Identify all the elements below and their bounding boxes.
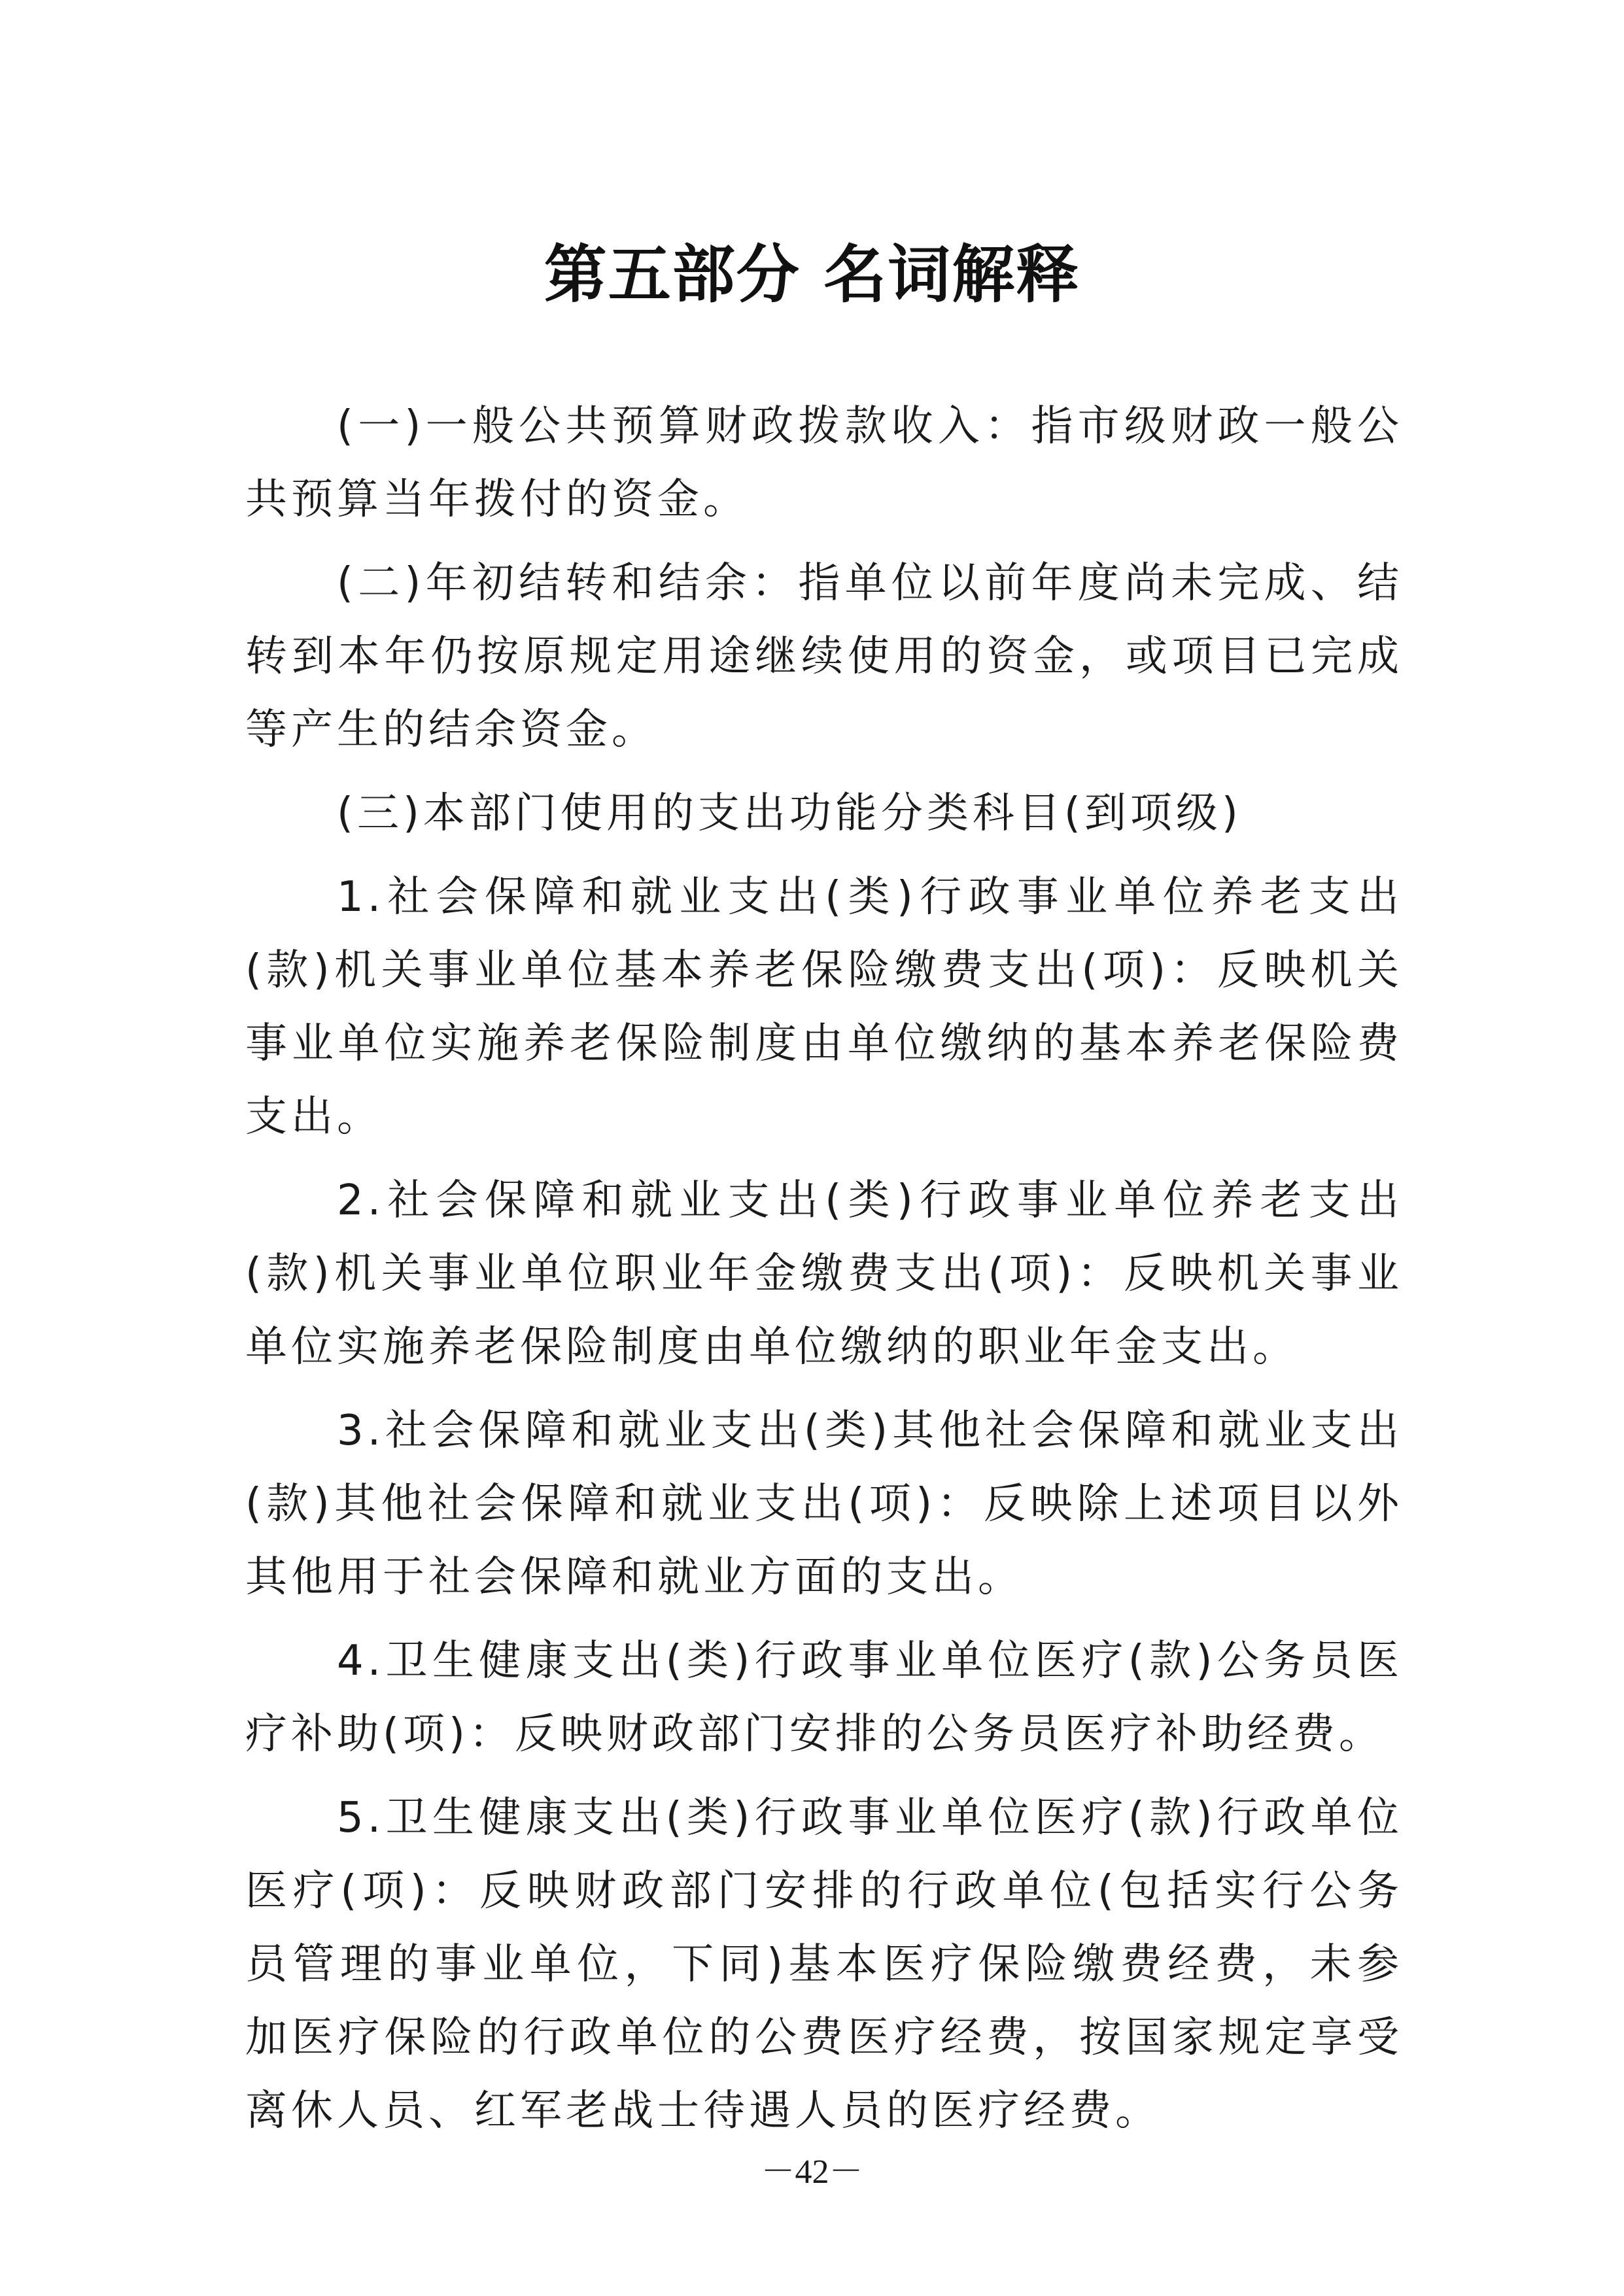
paragraph-item-2: 2.社会保障和就业支出(类)行政事业单位养老支出(款)机关事业单位职业年金缴费支出(项)：反映机关事业单位实施养老保险制度由单位缴纳的职业年金支出。 [245, 1176, 1403, 1371]
paragraph-item-5: 5.卫生健康支出(类)行政事业单位医疗(款)行政单位医疗(项)：反映财政部门安排的行政单位(包括实行公务员管理的事业单位，下同)基本医疗保险缴费经费，未参加医疗保险的行政单位的公费医疗经费，按国家规定享受离休人员、红军老战士待遇人员的医疗经费。 [245, 1794, 1403, 2135]
paragraph-item-4: 4.卫生健康支出(类)行政事业单位医疗(款)公务员医疗补助(项)：反映财政部门安排的公务员医疗补助经费。 [245, 1637, 1403, 1758]
paragraph-functional-classification-heading: (三)本部门使用的支出功能分类科目(到项级) [337, 789, 1242, 838]
page-title: 第五部分 名词解释 [544, 237, 1080, 311]
document-body [245, 390, 1403, 2158]
paragraph-general-budget-revenue: (一)一般公共预算财政拨款收入：指市级财政一般公共预算当年拨付的资金。 [245, 402, 1403, 524]
paragraph-item-1: 1.社会保障和就业支出(类)行政事业单位养老支出(款)机关事业单位基本养老保险缴费支出(项)：反映机关事业单位实施养老保险制度由单位缴纳的基本养老保险费支出。 [245, 873, 1403, 1141]
paragraph-carryover-balance: (二)年初结转和结余：指单位以前年度尚未完成、结转到本年仍按原规定用途继续使用的资金，或项目已完成等产生的结余资金。 [245, 559, 1403, 754]
page-number: －42－ [761, 2153, 863, 2191]
paragraph-item-3: 3.社会保障和就业支出(类)其他社会保障和就业支出(款)其他社会保障和就业支出(项)：反映除上述项目以外其他用于社会保障和就业方面的支出。 [245, 1407, 1403, 1602]
